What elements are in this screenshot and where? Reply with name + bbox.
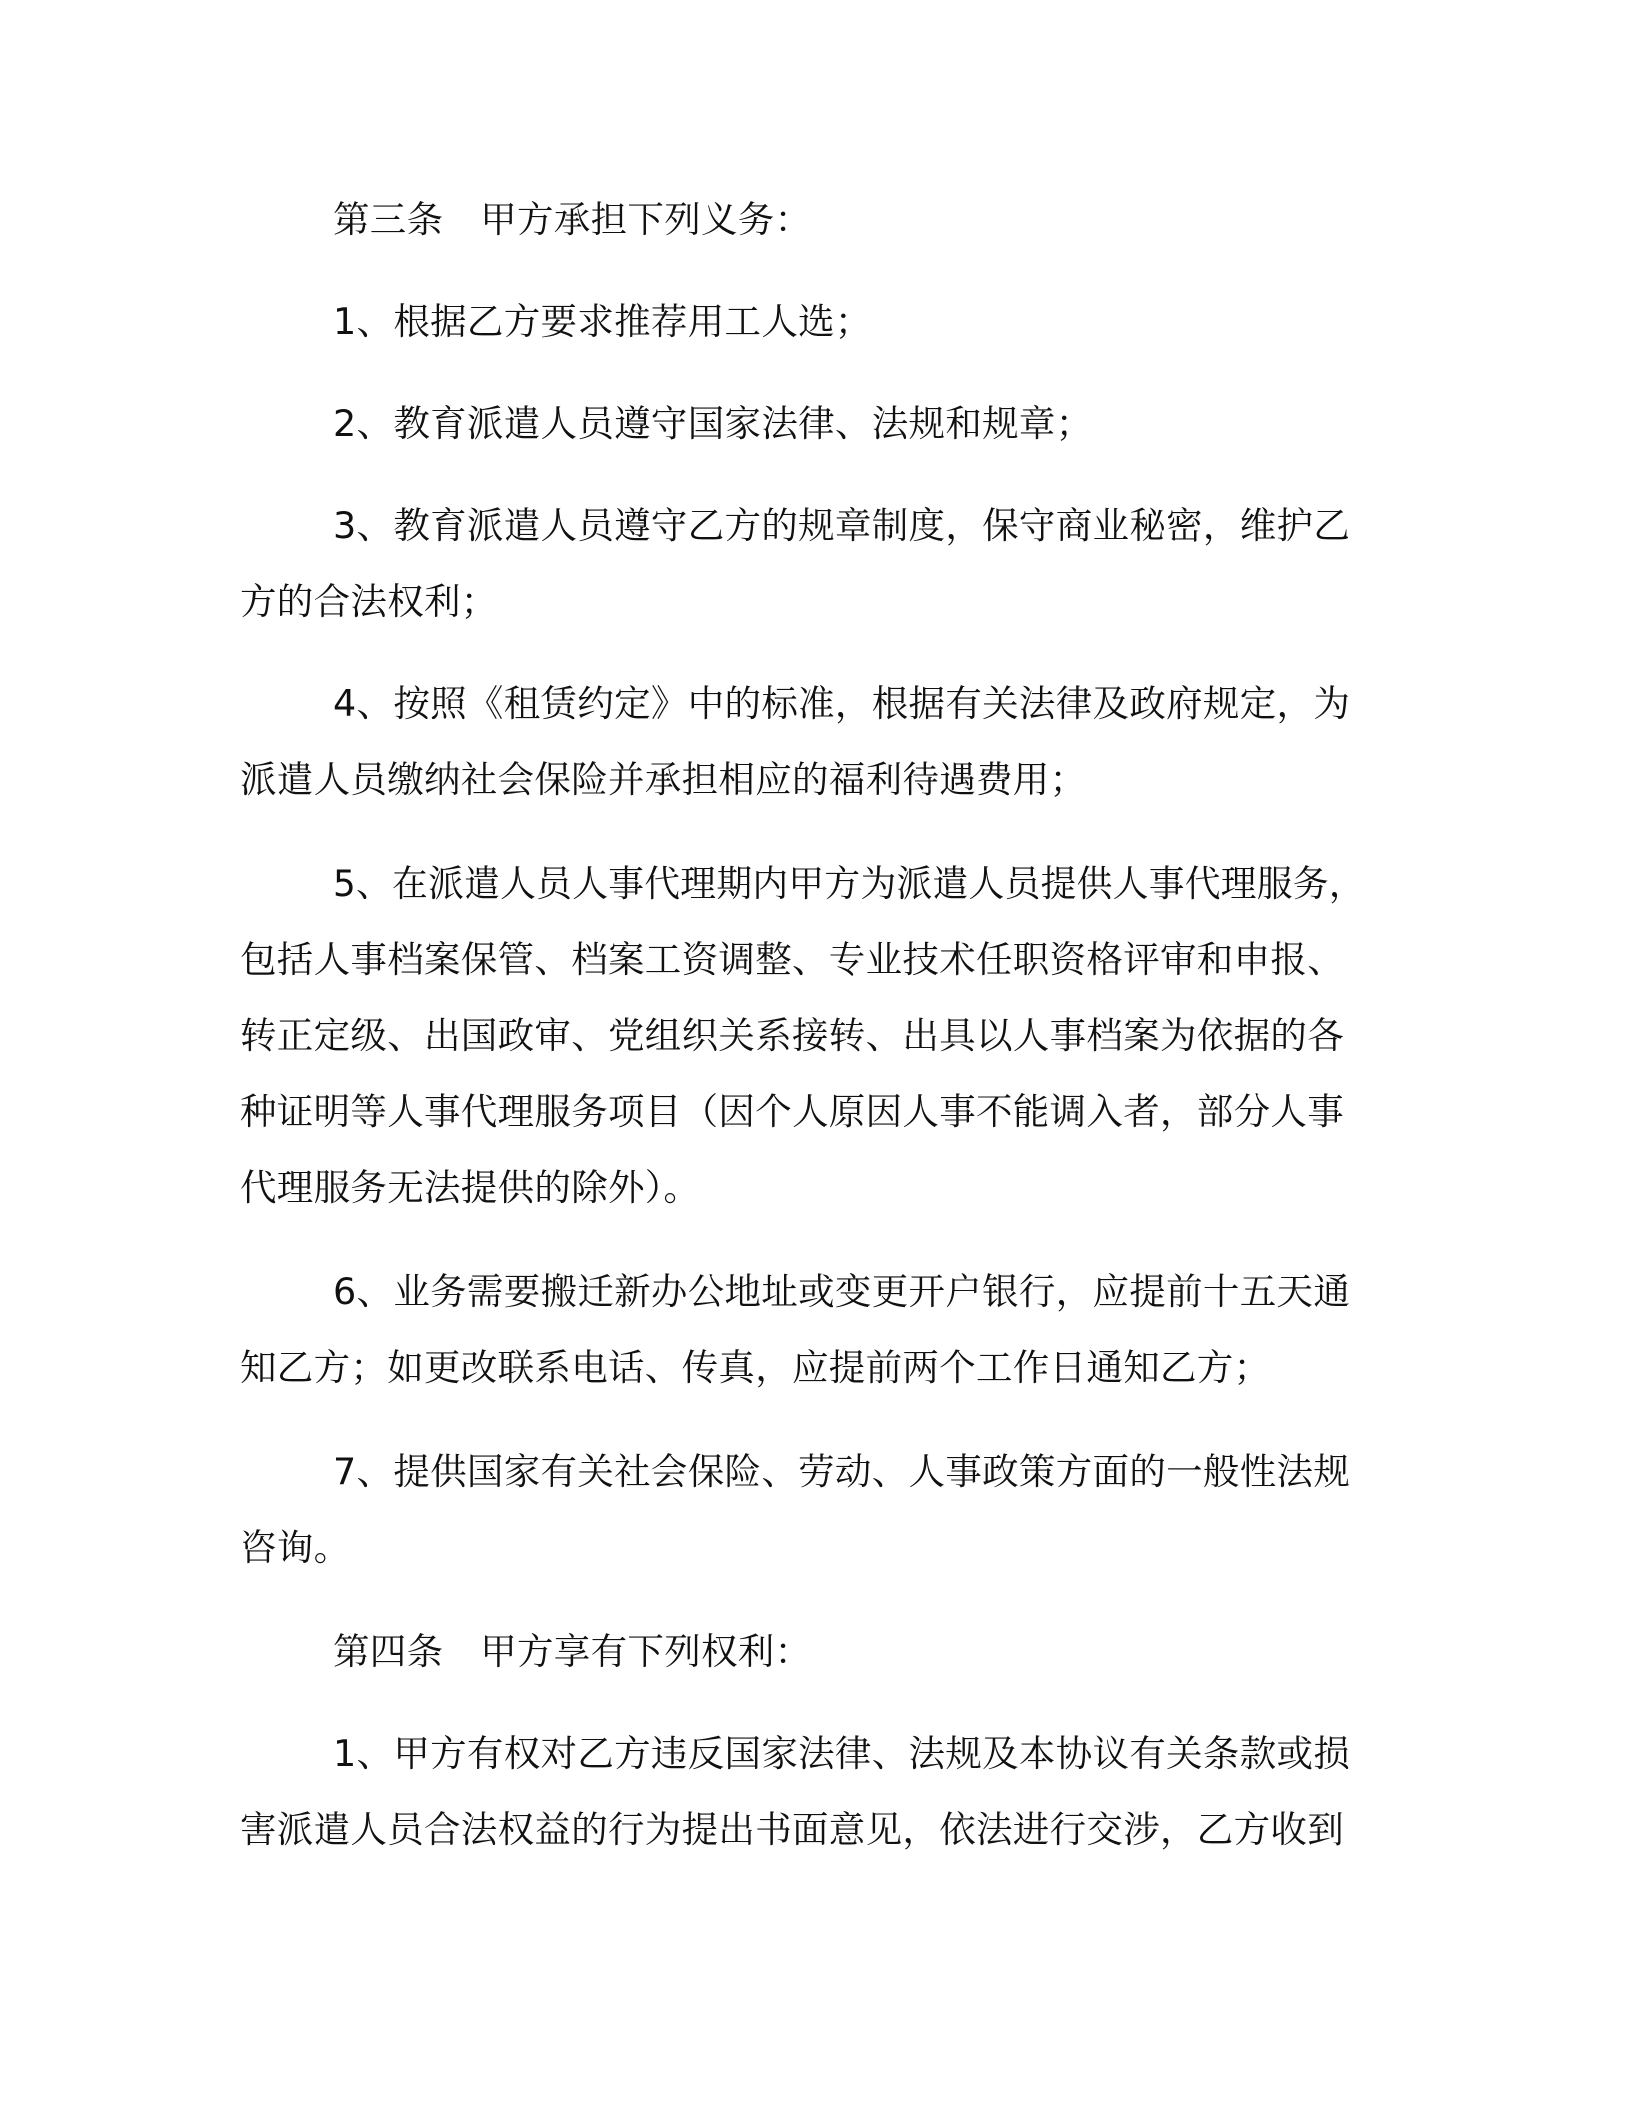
- article-3-item-5-line-2: 包括人事档案保管、档案工资调整、专业技术任职资格评审和申报、: [240, 938, 1344, 981]
- article-3-item-5-line-3: 转正定级、出国政审、党组织关系接转、出具以人事档案为依据的各: [240, 1014, 1344, 1057]
- article-3-item-6-line-2: 知乙方；如更改联系电话、传真，应提前两个工作日通知乙方；: [240, 1346, 1271, 1389]
- article-3-item-7-line-1: 7、提供国家有关社会保险、劳动、人事政策方面的一般性法规: [333, 1450, 1351, 1493]
- article-4-heading: 第四条 甲方享有下列权利：: [333, 1630, 812, 1673]
- article-3-item-5-line-1: 5、在派遣人员人事代理期内甲方为派遣人员提供人事代理服务，: [333, 862, 1365, 905]
- article-4-item-1-line-1: 1、甲方有权对乙方违反国家法律、法规及本协议有关条款或损: [333, 1732, 1351, 1775]
- article-3-item-2: 2、教育派遣人员遵守国家法律、法规和规章；: [333, 402, 1093, 445]
- article-3-item-6-line-1: 6、业务需要搬迁新办公地址或变更开户银行，应提前十五天通: [333, 1270, 1351, 1313]
- article-4-item-1-line-2: 害派遣人员合法权益的行为提出书面意见，依法进行交涉，乙方收到: [240, 1808, 1344, 1851]
- article-3-item-4-line-1: 4、按照《租赁约定》中的标准，根据有关法律及政府规定，为: [333, 682, 1351, 725]
- article-3-item-5-line-5: 代理服务无法提供的除外）。: [240, 1166, 701, 1209]
- article-3-item-1: 1、根据乙方要求推荐用工人选；: [333, 300, 872, 343]
- article-3-item-7-line-2: 咨询。: [240, 1526, 351, 1569]
- article-3-item-3-line-2: 方的合法权利；: [240, 580, 498, 623]
- article-3-item-4-line-2: 派遣人员缴纳社会保险并承担相应的福利待遇费用；: [240, 758, 1087, 801]
- article-3-item-5-line-4: 种证明等人事代理服务项目（因个人原因人事不能调入者，部分人事: [240, 1090, 1344, 1133]
- article-3-item-3-line-1: 3、教育派遣人员遵守乙方的规章制度，保守商业秘密，维护乙: [333, 504, 1351, 547]
- article-3-heading: 第三条 甲方承担下列义务：: [333, 198, 812, 241]
